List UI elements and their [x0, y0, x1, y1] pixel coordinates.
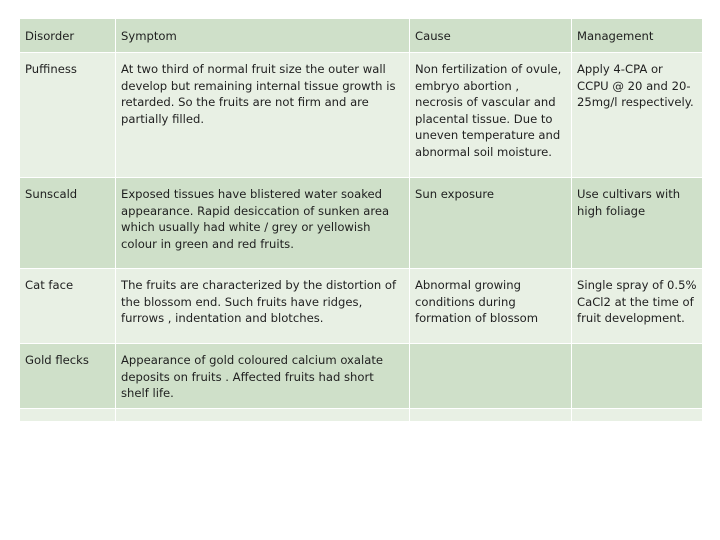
cell-symptom: The fruits are characterized by the distortion of the blossom end. Such fruits have ridges, furrows , indentation and blotches.	[116, 269, 410, 344]
table-row-empty	[20, 408, 703, 421]
disorder-table	[19, 18, 703, 422]
cell-management: Use cultivars with high foliage	[572, 178, 703, 269]
cell-disorder: Gold flecks	[20, 344, 116, 409]
cell-management	[572, 344, 703, 409]
table-header-row	[20, 19, 703, 53]
cell-management: Apply 4-CPA or CCPU @ 20 and 20-25mg/l respectively.	[572, 53, 703, 178]
table-row	[20, 269, 703, 344]
cell-management: Single spray of 0.5% CaCl2 at the time of fruit development.	[572, 269, 703, 344]
cell-symptom	[116, 408, 410, 421]
cell-cause: Non fertilization of ovule, embryo abortion , necrosis of vascular and placental tissue. Due to uneven temperature and abnormal soil moisture.	[410, 53, 572, 178]
table-row	[20, 53, 703, 178]
disorder-table-container	[19, 18, 702, 422]
cell-symptom: At two third of normal fruit size the outer wall develop but remaining internal tissue growth is retarded. So the fruits are not firm and are partially filled.	[116, 53, 410, 178]
cell-disorder: Sunscald	[20, 178, 116, 269]
cell-symptom: Exposed tissues have blistered water soaked appearance. Rapid desiccation of sunken area which usually had white / grey or yellowish colour in green and red fruits.	[116, 178, 410, 269]
cell-cause: Sun exposure	[410, 178, 572, 269]
header-symptom: Symptom	[116, 19, 410, 53]
header-management: Management	[572, 19, 703, 53]
header-disorder: Disorder	[20, 19, 116, 53]
cell-management	[572, 408, 703, 421]
cell-disorder: Puffiness	[20, 53, 116, 178]
header-cause: Cause	[410, 19, 572, 53]
cell-cause	[410, 344, 572, 409]
cell-symptom: Appearance of gold coloured calcium oxalate deposits on fruits . Affected fruits had short shelf life.	[116, 344, 410, 409]
cell-disorder	[20, 408, 116, 421]
cell-cause: Abnormal growing conditions during formation of blossom	[410, 269, 572, 344]
table-row	[20, 178, 703, 269]
table-row	[20, 344, 703, 409]
cell-cause	[410, 408, 572, 421]
cell-disorder: Cat face	[20, 269, 116, 344]
